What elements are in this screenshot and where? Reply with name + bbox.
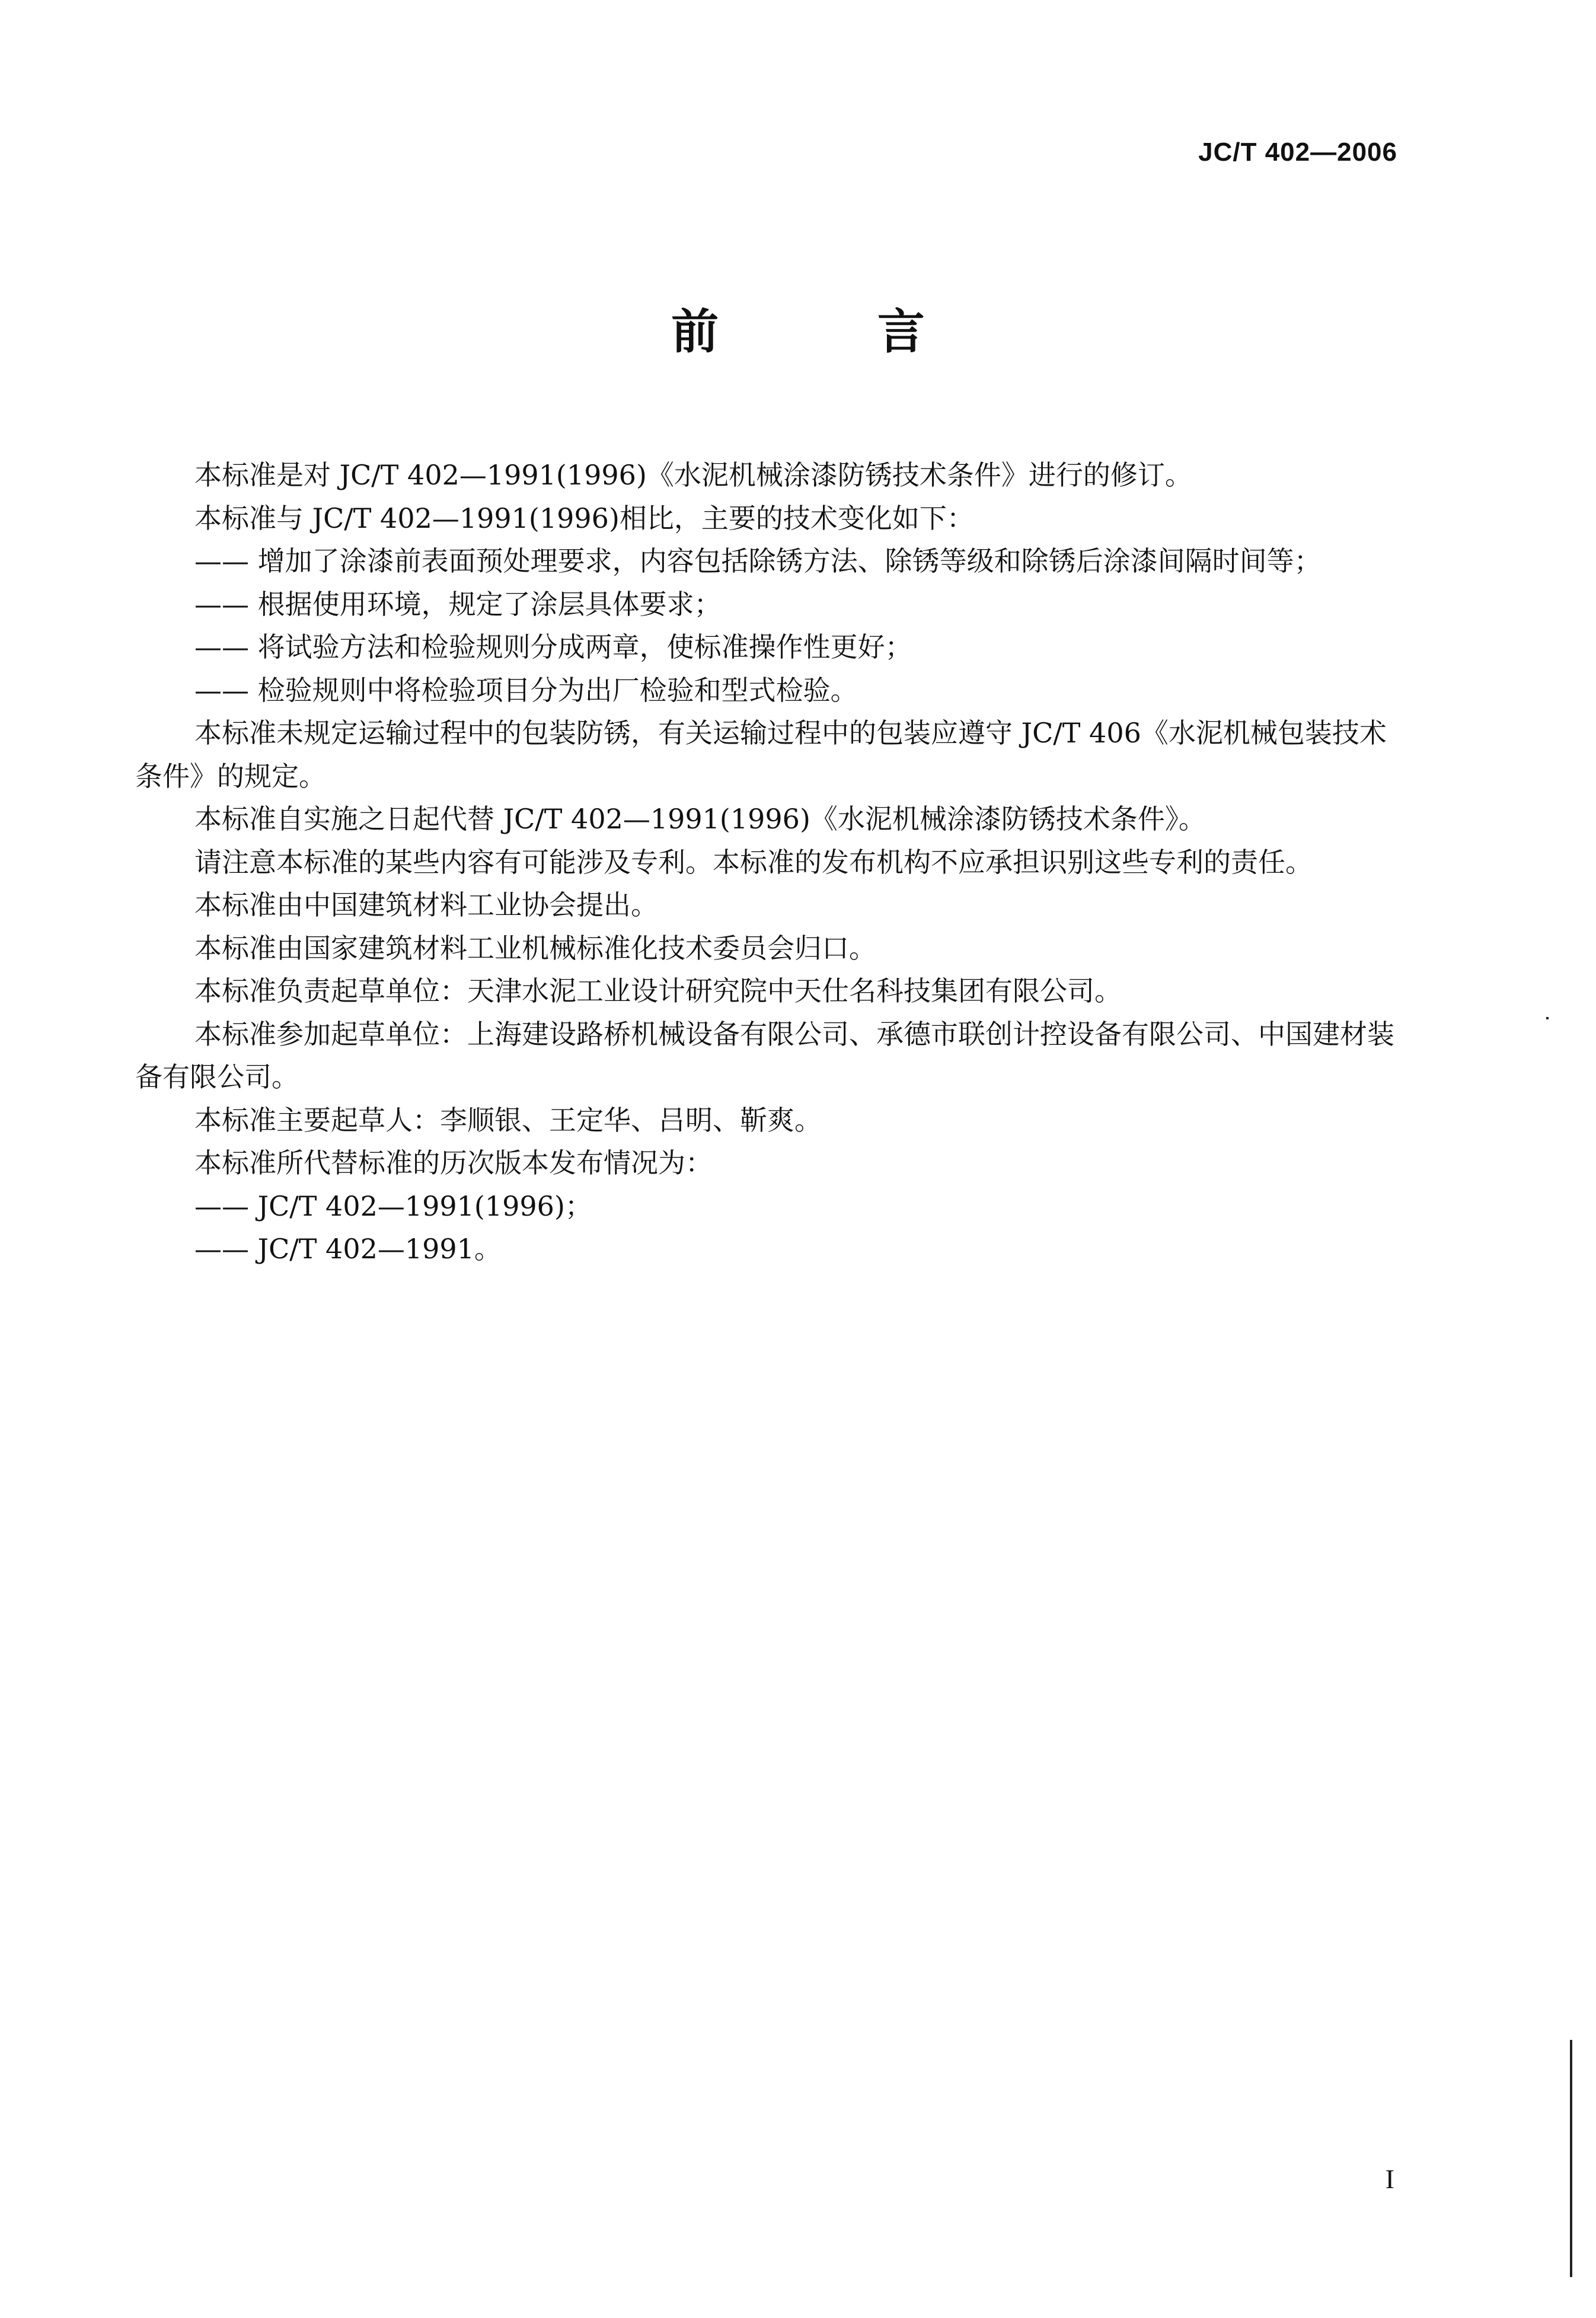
page-title: 前 言 [671, 304, 996, 359]
scan-dot [1546, 1017, 1549, 1019]
list-item: —— 增加了涂漆前表面预处理要求，内容包括除锈方法、除锈等级和除锈后涂漆间隔时间等； [194, 545, 1322, 577]
document-code: JC/T 402—2006 [1198, 138, 1397, 167]
paragraph: 本标准与 JC/T 402—1991(1996)相比，主要的技术变化如下： [194, 502, 974, 534]
list-item: —— 根据使用环境，规定了涂层具体要求； [194, 588, 722, 620]
list-item: —— JC/T 402—1991(1996)； [194, 1190, 592, 1222]
list-item: —— 将试验方法和检验规则分成两章，使标准操作性更好； [194, 631, 912, 663]
paragraph: 本标准参加起草单位：上海建设路桥机械设备有限公司、承德市联创计控设备有限公司、中国建材装备有限公司。 [135, 1018, 1394, 1093]
document-body [135, 454, 1402, 1271]
paragraph: 本标准由中国建筑材料工业协会提出。 [194, 889, 658, 921]
paragraph: 本标准由国家建筑材料工业机械标准化技术委员会归口。 [194, 932, 876, 964]
paragraph: 本标准所代替标准的历次版本发布情况为： [194, 1147, 713, 1179]
paragraph: 本标准是对 JC/T 402—1991(1996)《水泥机械涂漆防锈技术条件》进行的修订。 [194, 459, 1192, 491]
list-item: —— JC/T 402—1991。 [194, 1233, 502, 1265]
paragraph: 本标准未规定运输过程中的包装防锈，有关运输过程中的包装应遵守 JC/T 406《水泥机械包装技术条件》的规定。 [135, 717, 1387, 792]
scan-edge-mark [1570, 2040, 1572, 2277]
paragraph: 本标准主要起草人：李顺银、王定华、吕明、靳爽。 [194, 1104, 822, 1136]
paragraph: 本标准负责起草单位：天津水泥工业设计研究院中天仕名科技集团有限公司。 [194, 975, 1122, 1007]
list-item: —— 检验规则中将检验项目分为出厂检验和型式检验。 [194, 674, 858, 706]
paragraph: 请注意本标准的某些内容有可能涉及专利。本标准的发布机构不应承担识别这些专利的责任。 [194, 846, 1313, 878]
page-number: I [1385, 2164, 1394, 2194]
paragraph: 本标准自实施之日起代替 JC/T 402—1991(1996)《水泥机械涂漆防锈技术条件》。 [194, 803, 1206, 835]
